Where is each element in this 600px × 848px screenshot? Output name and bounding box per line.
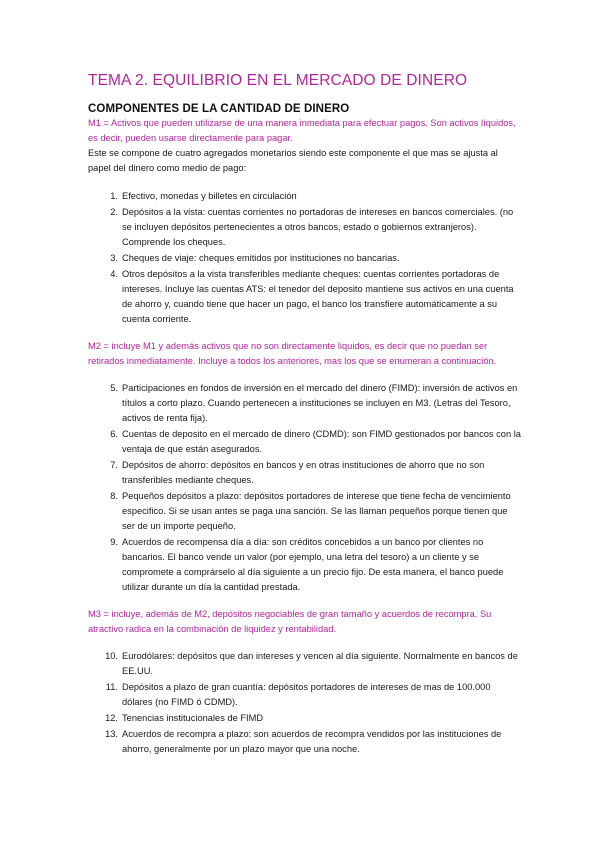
list-item [88,535,522,595]
list-item-number: 4. [110,269,118,279]
list-item [88,189,522,204]
list-item-number: 11. [105,682,118,692]
list-item-number: 13. [105,729,118,739]
page-title: TEMA 2. EQUILIBRIO EN EL MERCADO DE DINERO [88,72,468,89]
section-heading: COMPONENTES DE LA CANTIDAD DE DINERO [88,103,350,115]
list-item-text: Cheques de viaje: cheques emitidos por instituciones no bancarias. [122,253,400,263]
m2-list [88,381,522,595]
list-item-text: Tenencias institucionales de FIMD [122,713,264,723]
list-item [88,251,522,266]
list-item [88,711,522,726]
list-item [88,489,522,534]
list-item [88,680,522,710]
list-item-number: 10. [105,651,118,661]
list-item-text: Depósitos a la vista: cuentas corrientes no portadoras de intereses en bancos comerciales. (no se incluyen depósitos pertenecientes a otros bancos, estado o gobiernos extranjeros). Comprende los cheques. [122,207,514,247]
list-item-text: Eurodólares: depósitos que dan intereses y vencen al día siguiente. Normalmente en bancos de EE.UU. [122,651,518,676]
list-item-number: 3. [110,253,118,263]
m1-intro: Este se compone de cuatro agregados monetarios siendo este componente el que mas se ajusta al papel del dinero como medio de pago: [88,148,498,173]
m3-list [88,649,522,757]
list-item [88,427,522,457]
list-item-text: Cuentas de deposito en el mercado de dinero (CDMD): son FIMD gestionados por bancos con la ventaja de que están asegurados. [122,429,521,454]
list-item-number: 7. [110,460,118,470]
list-item [88,267,522,327]
list-item-number: 12. [105,713,118,723]
list-item-number: 2. [110,207,118,217]
list-item-text: Depósitos a plazo de gran cuantía: depósitos portadores de intereses de mas de 100.000 dólares (no FIMD ó CDMD). [122,682,491,707]
list-item-text: Participaciones en fondos de inversión en el mercado del dinero (FIMD): inversión de activos en títulos a corto plazo. Cuando pertenecen a instituciones se incluyen en M3. (Letras del Tesoro, activos de renta fija). [122,383,518,423]
list-item-number: 9. [110,537,118,547]
list-item [88,458,522,488]
list-item [88,381,522,426]
list-item-number: 5. [110,383,118,393]
list-item-number: 1. [110,191,118,201]
list-item-text: Acuerdos de recompra a plazo: son acuerdos de recompra vendidos por las instituciones de ahorro, generalmente por un plazo mayor que una noche. [122,729,502,754]
list-item [88,649,522,679]
list-item-number: 6. [110,429,118,439]
list-item [88,727,522,757]
list-item-text: Acuerdos de recompensa día a día: son créditos concebidos a un banco por clientes no bancarios. El banco vende un valor (por ejemplo, una letra del tesoro) a un cliente y se compromete a comprárselo al día siguiente a un precio fijo. De esta manera, el banco puede utilizar durante un día la cantidad prestada. [122,537,504,592]
list-item-text: Depósitos de ahorro: depósitos en bancos y en otras instituciones de ahorro que no son transferibles mediante cheques. [122,460,485,485]
m3-definition: M3 = incluye, además de M2, depósitos negociables de gran tamaño y acuerdos de recompra. Su atractivo radica en la combinación de liquidez y rentabilidad. [88,609,492,634]
list-item-text: Efectivo, monedas y billetes en circulación [122,191,297,201]
list-item [88,205,522,250]
m1-definition: M1 = Activos que pueden utilizarse de una manera inmediata para efectuar pagos. Son activos líquidos, es decir, pueden usarse directamente para pagar. [88,118,516,143]
list-item-text: Pequeños depósitos a plazo: depósitos portadores de interese que tiene fecha de vencimiento especifico. Si se usan antes se paga una sanción. Se las llaman pequeños porque tienen que ser de un importe pequeño. [122,491,511,531]
list-item-number: 8. [110,491,118,501]
list-item-text: Otros depósitos a la vista transferibles mediante cheques: cuentas corrientes portadoras de intereses. Incluye las cuentas ATS: el tenedor del deposito mantiene sus activos en una cuenta de ahorro y, cuando tiene que hacer un pago, el banco los transfiere automáticamente a su cuenta corriente. [122,269,514,324]
m1-list [88,189,522,327]
m2-definition: M2 = incluye M1 y además activos que no son directamente liquidos, es decir que no puedan ser retirados inmediatamente. Incluye a todos los anteriores, mas los que se enumeran a continuación. [88,341,497,366]
